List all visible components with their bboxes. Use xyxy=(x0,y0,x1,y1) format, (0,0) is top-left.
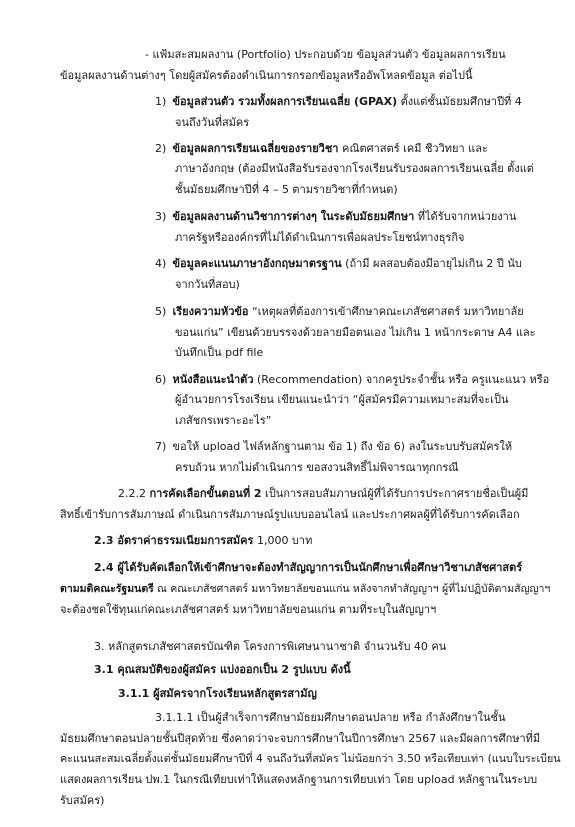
portfolio-item-7: 7) ขอให้ upload ไฟล์หลักฐานตาม ข้อ 1) ถึง ข้อ 6) ลงในระบบรับสมัครให้ xyxy=(155,440,513,453)
section-3-1-1-1-line2: มัธยมศึกษาตอนปลายชั้นปีสุดท้าย ซึ่งคาดว่าจะจบการศึกษาในปีการศึกษา 2567 และมีผลการศึกษาที่มี xyxy=(60,732,541,745)
section-3-1-1-1-line1: 3.1.1.1 เป็นผู้สำเร็จการศึกษามัธยมศึกษาตอนปลาย หรือ กำลังศึกษาในชั้น xyxy=(155,711,506,724)
section-2-4-line3: จะต้องชดใช้ทุนแก่คณะเภสัชศาสตร์ มหาวิทยาลัยขอนแก่น ตามที่ระบุในสัญญาฯ xyxy=(60,603,437,616)
portfolio-item-6-line2: ผู้อำนวยการโรงเรียน เขียนแนะนำว่า “ผู้สมัครมีความเหมาะสมที่จะเป็น xyxy=(175,393,509,406)
portfolio-item-4-line2: จากวันที่สอบ) xyxy=(175,278,240,291)
portfolio-item-6: 6) หนังสือแนะนำตัว (Recommendation) จากครูประจำชั้น หรือ ครูแนะแนว หรือ xyxy=(155,373,550,386)
section-3-1-1-1-line5: รับสมัคร) xyxy=(60,794,105,807)
section-2-4-line2: ตามมติคณะรัฐมนตรี ณ คณะเภสัชศาสตร์ มหาวิทยาลัยขอนแก่น หลังจากทำสัญญาฯ ผู้ที่ไม่ปฏิบัติตามสัญญาฯ xyxy=(60,583,551,595)
portfolio-item-4: 4) ข้อมูลคะแนนภาษาอังกฤษมาตรฐาน (ถ้ามี ผลสอบต้องมีอายุไม่เกิน 2 ปี นับ xyxy=(155,257,522,270)
section-2-4: 2.4 ผู้ได้รับคัดเลือกให้เข้าศึกษาจะต้องทำสัญญาการเป็นนักศึกษาเพื่อศึกษาวิชาเภสัชศาสตร์ xyxy=(94,561,523,574)
section-2-2-2: 2.2.2 การคัดเลือกขั้นตอนที่ 2 เป็นการสอบสัมภาษณ์ผู้ที่ได้รับการประกาศรายชื่อเป็นผู้มี xyxy=(118,487,529,500)
portfolio-item-2-line2: ภาษาอังกฤษ (ต้องมีหนังสือรับรองจากโรงเรียนรับรองผลการเรียนเฉลี่ย ตั้งแต่ xyxy=(175,162,534,175)
portfolio-item-3: 3) ข้อมูลผลงานด้านวิชาการต่างๆ ในระดับมัธยมศึกษา ที่ได้รับจากหน่วยงาน xyxy=(155,210,517,223)
portfolio-item-2: 2) ข้อมูลผลการเรียนเฉลี่ยของรายวิชา คณิตศาสตร์ เคมี ชีววิทยา และ xyxy=(155,142,488,155)
portfolio-item-7-line2: ครบถ้วน หากไม่ดำเนินการ ขอสงวนสิทธิ์ไม่พิจารณาทุกกรณี xyxy=(175,461,459,474)
section-3-heading: 3. หลักสูตรเภสัชศาสตรบัณฑิต โครงการพิเศษนานาชาติ จำนวนรับ 40 คน xyxy=(94,640,447,653)
section-2-2-2-line2: สิทธิ์เข้ารับการสัมภาษณ์ ดำเนินการสัมภาษณ์รูปแบบออนไลน์ และประกาศผลผู้ที่ได้รับการคัดเลือก xyxy=(60,508,520,521)
portfolio-intro: ข้อมูลผลงานด้านต่างๆ โดยผู้สมัครต้องดำเนินการกรอกข้อมูลหรืออัพโหลดข้อมูล ต่อไปนี้ xyxy=(60,69,473,82)
portfolio-heading: - แฟ้มสะสมผลงาน (Portfolio) ประกอบด้วย ข้อมูลส่วนตัว ข้อมูลผลการเรียน xyxy=(145,48,506,61)
portfolio-item-1-line2: จนถึงวันที่สมัคร xyxy=(175,116,250,129)
section-2-3: 2.3 อัตราค่าธรรมเนียมการสมัคร 1,000 บาท xyxy=(94,534,313,547)
section-3-1-1-1-line3: คะแนนสะสมเฉลี่ยตั้งแต่ชั้นมัธยมศึกษาปีที่ 4 จนถึงวันที่สมัคร ไม่น้อยกว่า 3.50 หรือเทียบเท่า (แนบใบระเบียน xyxy=(60,752,561,765)
section-3-1-1-1-line4: แสดงผลการเรียน ปพ.1 ในกรณีเทียบเท่าให้แสดงหลักฐานการเทียบเท่า โดย upload หลักฐานในระบบ xyxy=(60,773,538,786)
portfolio-item-6-line3: เภสัชกรเพราะอะไร” xyxy=(175,414,272,427)
section-3-1-heading: 3.1 คุณสมบัติของผู้สมัคร แบ่งออกเป็น 2 รูปแบบ ดังนี้ xyxy=(94,663,351,676)
portfolio-item-5: 5) เรียงความหัวข้อ “เหตุผลที่ต้องการเข้าศึกษาคณะเภสัชศาสตร์ มหาวิทยาลัย xyxy=(155,305,524,318)
portfolio-item-3-line2: ภาครัฐหรือองค์กรที่ไม่ได้ดำเนินการเพื่อผลประโยชน์ทางธุรกิจ xyxy=(175,231,465,244)
section-3-1-1-heading: 3.1.1 ผู้สมัครจากโรงเรียนหลักสูตรสามัญ xyxy=(118,687,317,700)
portfolio-item-5-line2: ขอนแก่น” เขียนด้วยบรรจงด้วยลายมือตนเอง ไม่เกิน 1 หน้ากระดาษ A4 และ xyxy=(175,326,536,339)
portfolio-item-5-line3: บันทึกเป็น pdf file xyxy=(175,346,264,359)
portfolio-item-2-line3: ชั้นมัธยมศึกษาปีที่ 4 – 5 ตามรายวิชาที่กำหนด) xyxy=(175,183,398,196)
portfolio-item-1: 1) ข้อมูลส่วนตัว รวมทั้งผลการเรียนเฉลี่ย (GPAX) ตั้งแต่ชั้นมัธยมศึกษาปีที่ 4 xyxy=(155,95,522,108)
